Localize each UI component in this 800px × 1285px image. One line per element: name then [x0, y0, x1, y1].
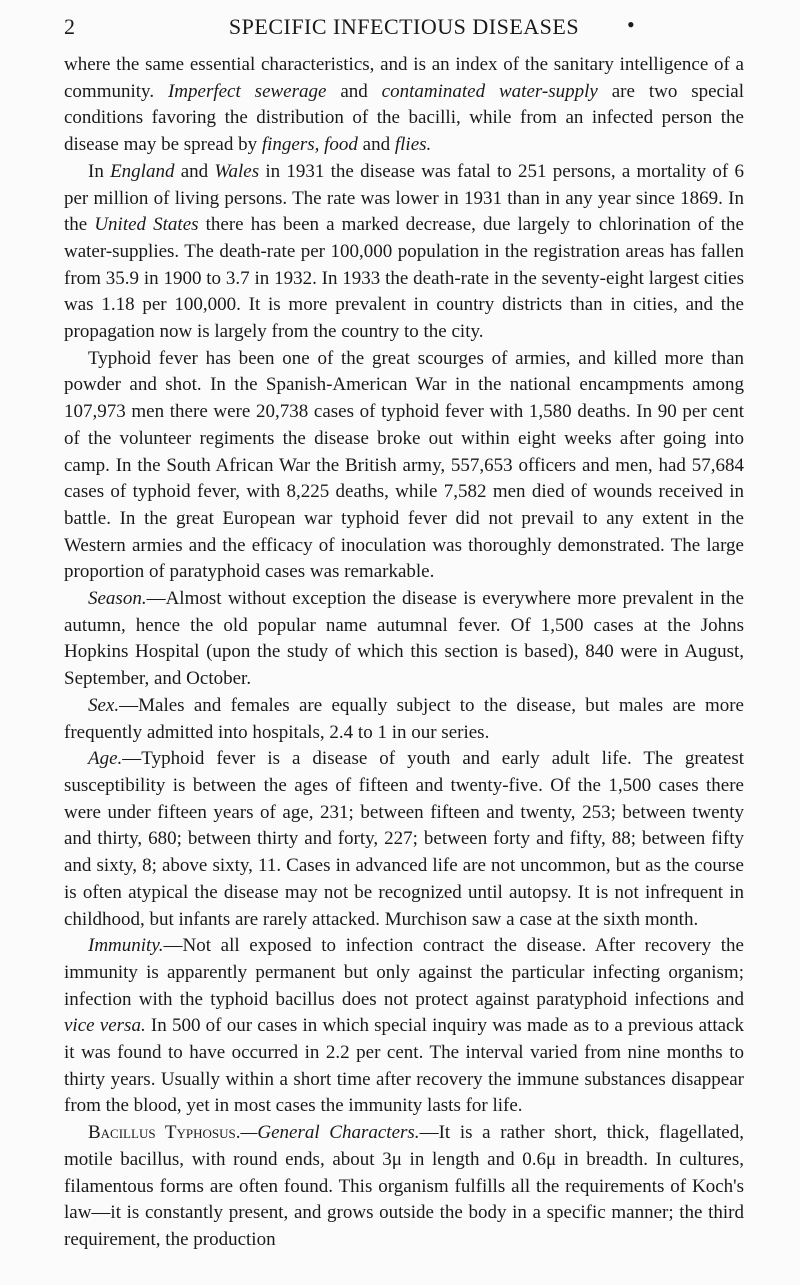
section-head-bacillus: Bacillus Typhosus.	[88, 1122, 241, 1144]
subsection-head-general-characters: —General Characters.	[240, 1122, 420, 1144]
paragraph-age: Age.—Typhoid fever is a disease of youth and early adult life. The greatest susceptibility is between the ages of fifteen and twenty-five. Of the 1,500 cases there were under fifteen years of age, 231; between fifteen and twenty, 253; between twenty and thirty, 680; between thirty and forty, 227; between forty and fifty, 88; between fifty and sixty, 8; above sixty, 11. Cases in advanced life are not uncommon, but as the course is often atypical the disease may not be recognized until autopsy. It is not infrequent in childhood, but infants are rarely attacked. Murchison saw a case at the sixth month.	[64, 748, 744, 930]
paragraph-sex: Sex.—Males and females are equally subject to the disease, but males are more frequently admitted into hospitals, 2.4 to 1 in our series.	[64, 694, 744, 743]
book-page	[64, 14, 744, 1254]
paragraph-mortality: In England and Wales in 1931 the disease was fatal to 251 persons, a mortality of 6 per million of living persons. The rate was lower in 1931 than in any year since 1869. In the United States there has been a marked decrease, due largely to chlorination of the water-supplies. The death-rate per 100,000 population in the registration areas has fallen from 35.9 in 1900 to 3.7 in 1932. In 1933 the death-rate in the seventy-eight largest cities was 1.18 per 100,000. It is more prevalent in country districts than in cities, and the propagation now is largely from the country to the city.	[64, 160, 744, 343]
running-head	[64, 14, 744, 52]
section-head-sex: Sex.	[88, 694, 120, 716]
paragraph-immunity: Immunity.—Not all exposed to infection contract the disease. After recovery the immunity is apparently permanent but only against the particular infecting organism; infection with the typhoid bacillus does not protect against paratyphoid infections and vice versa. In 500 of our cases in which special inquiry was made as to a previous attack it was found to have occurred in 2.2 per cent. The interval varied from nine months to thirty years. Usually within a short time after recovery the immune substances disappear from the blood, yet in most cases the immunity lasts for life.	[64, 935, 744, 1117]
page-number: 2	[64, 14, 76, 39]
section-head-immunity: Immunity.	[88, 935, 164, 957]
section-head-age: Age.	[88, 748, 123, 770]
paragraph-bacillus: Bacillus Typhosus.—General Characters.—It is a rather short, thick, flagellated, motile bacillus, with round ends, about 3μ in length and 0.6μ in breadth. In cultures, filamentous forms are often found. This organism fulfills all the requirements of Koch's law—it is constantly present, and grows outside the body in a specific manner; the third requirement, the production	[64, 1122, 744, 1250]
paragraph-season: Season.—Almost without exception the disease is everywhere more prevalent in the autumn, hence the old popular name autumnal fever. Of 1,500 cases at the Johns Hopkins Hospital (upon the study of which this section is based), 840 were in August, September, and October.	[64, 588, 744, 690]
paragraph-continuation: where the same essential characteristics, and is an index of the sanitary intelligence of a community. Imperfect sewerage and contaminated water-supply are two special conditions favoring the distribution of the bacilli, while from an infected person the disease may be spread by fingers, food and flies.	[64, 54, 744, 156]
running-title: SPECIFIC INFECTIOUS DISEASES	[228, 14, 580, 39]
body-text	[64, 52, 744, 1254]
section-head-season: Season.	[88, 588, 147, 610]
paragraph-armies: Typhoid fever has been one of the great scourges of armies, and killed more than powder and shot. In the Spanish-American War in the national encampments among 107,973 men there were 20,738 cases of typhoid fever with 1,580 deaths. In 90 per cent of the volunteer regiments the disease broke out within eight weeks after going into camp. In the South African War the British army, 557,653 officers and men, had 57,684 cases of typhoid fever, with 8,225 deaths, while 7,582 men died of wounds received in battle. In the great European war typhoid fever did not prevail to any extent in the Western armies and the efficacy of inoculation was thoroughly demonstrated. The large proportion of paratyphoid cases was remarkable.	[64, 347, 744, 583]
running-head-bullet: •	[627, 12, 636, 37]
